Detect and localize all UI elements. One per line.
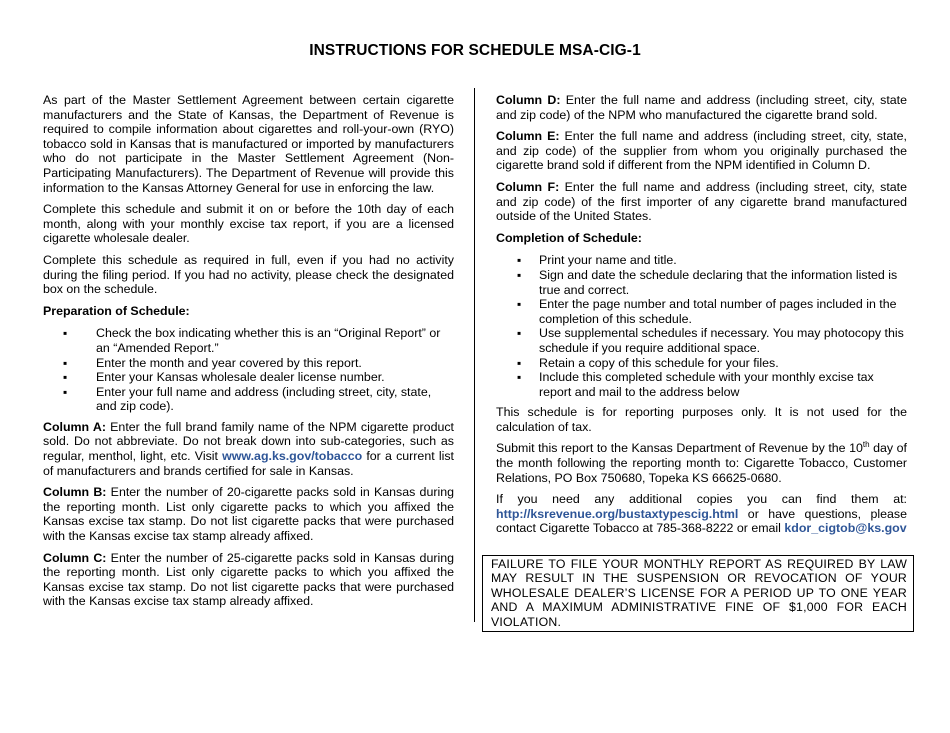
intro-paragraph: As part of the Master Settlement Agreement between certain cigarette manufacturers and the State of Kansas, the Department of Revenue is required to compile information about cigarettes and roll-your-own (RYO) tobacco sold in Kansas that is manufactured or imported by manufacturers who do not participate in the Master Settlement Agreement (Non-Participating Manufacturers). The Department of Revenue will provide this information to the Kansas Attorney General for use in enforcing the law.: [43, 93, 454, 195]
column-a-text-end: for a current list of manufacturers and brands certified for sale in Kansas.: [43, 449, 454, 478]
column-d-text: Enter the full name and address (including street, city, state and zip code) of the NPM who manufactured the cigarette brand sold.: [496, 93, 907, 122]
ag-tobacco-link[interactable]: www.ag.ks.gov/tobacco: [222, 449, 363, 464]
copies-text: If you need any additional copies you can find them at:: [496, 492, 907, 507]
left-column: [43, 93, 454, 616]
page-title: INSTRUCTIONS FOR SCHEDULE MSA-CIG-1: [309, 42, 641, 59]
column-c-text: Enter the number of 25-cigarette packs sold in Kansas during the reporting month. List only cigarette packs to which you affixed the Kansas excise tax stamp. Do not list cigarette packs that were purchased with the Kansas excise tax stamp already affixed.: [43, 550, 454, 609]
column-f-paragraph: [496, 180, 907, 224]
column-e-label: Column E:: [496, 129, 560, 144]
column-a-text: Enter the full brand family name of the NPM cigarette product sold. Do not abbreviate. Do not break down into sub-categories, such as regular, menthol, light, etc. Visit: [43, 419, 454, 464]
list-item: ▪ Use supplemental schedules if necessary. You may photocopy this schedule if you require additional space.: [496, 326, 907, 355]
column-f-label: Column F:: [496, 179, 560, 194]
list-item: ▪ Enter your full name and address (including street, city, state, and zip code).: [43, 385, 454, 414]
column-divider: [474, 88, 475, 622]
submit-report-paragraph: [496, 441, 907, 485]
copies-paragraph: [496, 492, 907, 536]
column-c-paragraph: [43, 551, 454, 609]
column-f-text: Enter the full name and address (including street, city, state and zip code) of the first importer of any cigarette brand manufactured outside of the United States.: [496, 179, 907, 224]
column-b-label: Column B:: [43, 485, 107, 500]
column-a-paragraph: [43, 420, 454, 478]
right-column: [496, 93, 907, 543]
list-item: ▪ Enter your Kansas wholesale dealer license number.: [43, 370, 454, 385]
column-c-label: Column C:: [43, 550, 107, 565]
preparation-heading: Preparation of Schedule:: [43, 303, 190, 318]
column-b-paragraph: [43, 485, 454, 543]
column-e-paragraph: [496, 129, 907, 173]
submit-paragraph: Complete this schedule and submit it on or before the 10th day of each month, along with your monthly excise tax report, if you are a licensed cigarette wholesale dealer.: [43, 202, 454, 246]
list-item: ▪ Check the box indicating whether this is an “Original Report” or an “Amended Report.”: [43, 326, 454, 355]
failure-notice-box: FAILURE TO FILE YOUR MONTHLY REPORT AS REQUIRED BY LAW MAY RESULT IN THE SUSPENSION OR REVOCATION OF YOUR WHOLESALE DEALER’S LICENSE FOR A PERIOD UP TO ONE YEAR AND A MAXIMUM ADMINISTRATIVE FINE OF $1,000 FOR EACH VIOLATION.: [482, 555, 914, 632]
submit-text-end: day of the month following the reporting month to: Cigarette Tobacco, Customer Relations, PO Box 750680, Topeka KS 66625-0680.: [496, 441, 907, 485]
column-a-label: Column A:: [43, 419, 106, 434]
reporting-only-paragraph: This schedule is for reporting purposes only. It is not used for the calculation of tax.: [496, 405, 907, 434]
column-e-text: Enter the full name and address (including street, city, state, and zip code) of the supplier from whom you originally purchased the cigarette brand sold if different from the NPM identified in Column D.: [496, 129, 908, 173]
email-link[interactable]: kdor_cigtob@ks.gov: [784, 521, 907, 536]
list-item: ▪ Enter the month and year covered by this report.: [43, 356, 454, 371]
copies-text-middle: or have questions, please contact Cigarette Tobacco at 785-368-8222 or email: [496, 506, 907, 536]
list-item: ▪ Enter the page number and total number of pages included in the completion of this schedule.: [496, 297, 907, 326]
list-item: ▪ Retain a copy of this schedule for your files.: [496, 356, 907, 371]
preparation-list: [43, 326, 454, 414]
column-d-label: Column D:: [496, 93, 561, 107]
no-activity-paragraph: Complete this schedule as required in full, even if you had no activity during the filing period. If you had no activity, please check the designated box on the schedule.: [43, 252, 454, 297]
list-item: ▪ Print your name and title.: [496, 253, 907, 268]
submit-text: Submit this report to the Kansas Department of Revenue by the 10: [496, 441, 863, 456]
list-item: ▪ Include this completed schedule with your monthly excise tax report and mail to the address below: [496, 370, 907, 399]
completion-list: [496, 253, 907, 399]
completion-heading: Completion of Schedule:: [496, 230, 642, 245]
ordinal-suffix: th: [862, 440, 870, 450]
ksrevenue-link[interactable]: http://ksrevenue.org/bustaxtypescig.html: [496, 506, 739, 521]
list-item: ▪ Sign and date the schedule declaring that the information listed is true and correct.: [496, 268, 907, 297]
column-b-text: Enter the number of 20-cigarette packs sold in Kansas during the reporting month. List only cigarette packs to which you affixed the Kansas excise tax stamp. Do not list cigarette packs that were purchased with the Kansas excise tax stamp already affixed.: [43, 485, 454, 544]
column-d-paragraph: [496, 93, 907, 122]
